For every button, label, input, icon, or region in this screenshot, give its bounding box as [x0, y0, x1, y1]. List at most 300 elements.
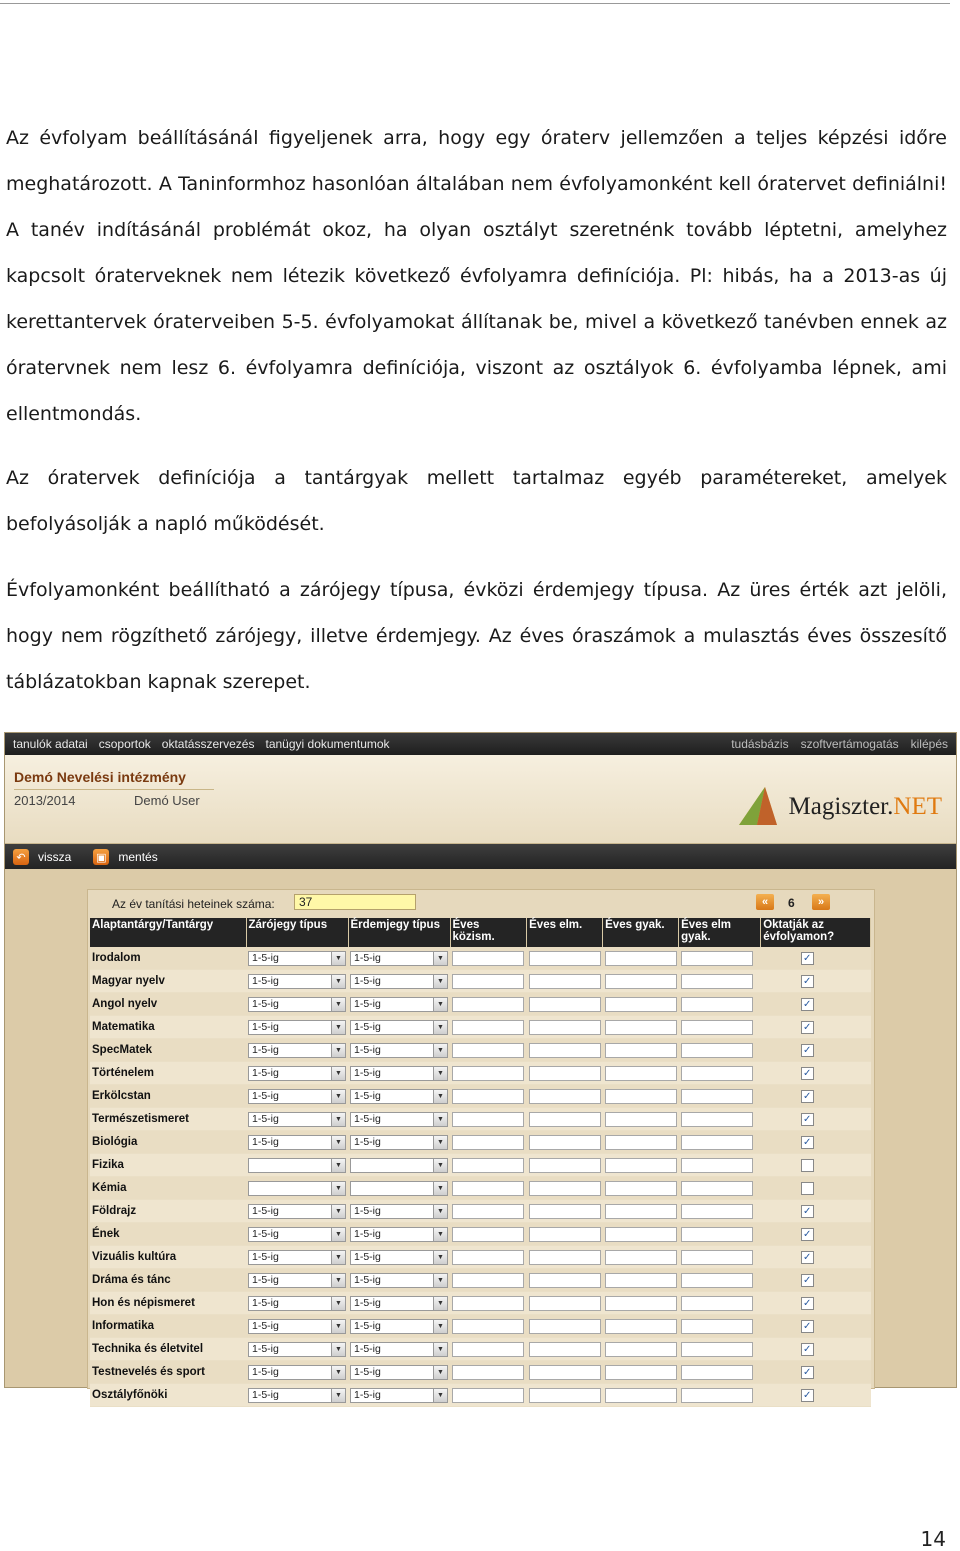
annual-hours-input[interactable] — [529, 1158, 601, 1173]
dropdown-arrow-icon: ▼ — [433, 1320, 447, 1333]
annual-hours-input[interactable] — [681, 1204, 753, 1219]
weeks-row — [88, 890, 874, 916]
mark-type-select[interactable] — [350, 1250, 448, 1265]
top-nav-item[interactable]: csoportok — [98, 737, 151, 751]
hours-cell — [603, 1384, 679, 1407]
annual-hours-input[interactable] — [452, 1273, 524, 1288]
hours-cell — [603, 1177, 679, 1200]
hours-cell — [450, 1154, 527, 1177]
annual-hours-input[interactable] — [681, 1158, 753, 1173]
annual-hours-input[interactable] — [681, 1066, 753, 1081]
dropdown-arrow-icon: ▼ — [331, 1366, 345, 1379]
hours-cell — [679, 970, 761, 993]
annual-hours-input[interactable] — [529, 1342, 601, 1357]
content-area — [5, 869, 956, 1401]
dropdown-arrow-icon: ▼ — [331, 1228, 345, 1241]
select-cell — [246, 1016, 348, 1039]
dropdown-arrow-icon: ▼ — [331, 1136, 345, 1149]
final-grade-type-select[interactable] — [248, 1089, 346, 1104]
hours-cell — [603, 1108, 679, 1131]
table-row — [90, 993, 871, 1016]
annual-hours-input[interactable] — [681, 1388, 753, 1403]
hours-cell — [679, 1016, 761, 1039]
annual-hours-input[interactable] — [452, 1342, 524, 1357]
annual-hours-input[interactable] — [681, 1135, 753, 1150]
taught-cell — [761, 970, 871, 993]
annual-hours-input[interactable] — [681, 1227, 753, 1242]
hours-cell — [603, 1016, 679, 1039]
hours-cell — [527, 1269, 603, 1292]
mark-type-select[interactable] — [350, 1020, 448, 1035]
mark-type-select[interactable] — [350, 951, 448, 966]
final-grade-type-select[interactable] — [248, 1181, 346, 1196]
taught-cell — [761, 1085, 871, 1108]
annual-hours-input[interactable] — [681, 997, 753, 1012]
annual-hours-input[interactable] — [605, 1066, 677, 1081]
dropdown-arrow-icon: ▼ — [433, 1343, 447, 1356]
mark-type-select[interactable] — [350, 1112, 448, 1127]
table-row — [90, 1085, 871, 1108]
select-cell — [246, 1154, 348, 1177]
hours-cell — [450, 1016, 527, 1039]
annual-hours-input[interactable] — [452, 1319, 524, 1334]
subject-name: Fizika — [90, 1154, 246, 1177]
dropdown-arrow-icon: ▼ — [433, 1205, 447, 1218]
final-grade-type-select[interactable] — [248, 1227, 346, 1242]
taught-checkbox[interactable]: ✓ — [801, 1389, 814, 1402]
dropdown-arrow-icon: ▼ — [433, 1044, 447, 1057]
select-cell — [348, 947, 450, 970]
taught-cell — [761, 1223, 871, 1246]
annual-hours-input[interactable] — [452, 974, 524, 989]
dropdown-arrow-icon: ▼ — [433, 1228, 447, 1241]
next-grade-button[interactable] — [812, 894, 830, 910]
taught-checkbox[interactable]: ✓ — [801, 1021, 814, 1034]
taught-cell — [761, 1154, 871, 1177]
annual-hours-input[interactable] — [529, 1319, 601, 1334]
select-value: 1-5-ig — [354, 1251, 381, 1263]
table-row — [90, 970, 871, 993]
dropdown-arrow-icon: ▼ — [331, 1182, 345, 1195]
taught-checkbox[interactable] — [801, 1182, 814, 1195]
taught-checkbox[interactable]: ✓ — [801, 1251, 814, 1264]
dropdown-arrow-icon: ▼ — [331, 952, 345, 965]
annual-hours-input[interactable] — [605, 1089, 677, 1104]
annual-hours-input[interactable] — [452, 1066, 524, 1081]
annual-hours-input[interactable] — [605, 1296, 677, 1311]
curriculum-panel — [87, 889, 875, 1401]
annual-hours-input[interactable] — [605, 1135, 677, 1150]
hours-cell — [679, 1131, 761, 1154]
previous-grade-button[interactable] — [756, 894, 774, 910]
final-grade-type-select[interactable] — [248, 997, 346, 1012]
column-header: Alaptantárgy/Tantárgy — [90, 918, 246, 947]
dropdown-arrow-icon: ▼ — [433, 1389, 447, 1402]
subject-name: Természetismeret — [90, 1108, 246, 1131]
final-grade-type-select[interactable] — [248, 1296, 346, 1311]
select-value: 1-5-ig — [252, 1090, 279, 1102]
hours-cell — [603, 1292, 679, 1315]
grade-number: 6 — [788, 896, 795, 910]
hours-cell — [679, 1292, 761, 1315]
mark-type-select[interactable] — [350, 1158, 448, 1173]
annual-hours-input[interactable] — [452, 1112, 524, 1127]
select-cell — [246, 1039, 348, 1062]
dropdown-arrow-icon: ▼ — [331, 1067, 345, 1080]
select-value: 1-5-ig — [354, 952, 381, 964]
final-grade-type-select[interactable] — [248, 974, 346, 989]
annual-hours-input[interactable] — [452, 1204, 524, 1219]
column-header: Érdemjegy típus — [348, 918, 450, 947]
hours-cell — [527, 1039, 603, 1062]
annual-hours-input[interactable] — [681, 1112, 753, 1127]
annual-hours-input[interactable] — [605, 1227, 677, 1242]
annual-hours-input[interactable] — [681, 1020, 753, 1035]
hours-cell — [527, 1131, 603, 1154]
taught-checkbox[interactable]: ✓ — [801, 952, 814, 965]
annual-hours-input[interactable] — [681, 1296, 753, 1311]
hours-cell — [679, 1154, 761, 1177]
hours-cell — [603, 1062, 679, 1085]
select-cell — [348, 1039, 450, 1062]
final-grade-type-select[interactable] — [248, 1365, 346, 1380]
top-nav-link[interactable]: tudásbázis — [731, 737, 789, 751]
mark-type-select[interactable] — [350, 1388, 448, 1403]
annual-hours-input[interactable] — [452, 1020, 524, 1035]
annual-hours-input[interactable] — [529, 1365, 601, 1380]
annual-hours-input[interactable] — [452, 1250, 524, 1265]
table-row — [90, 1108, 871, 1131]
final-grade-type-select[interactable] — [248, 1388, 346, 1403]
select-value: 1-5-ig — [252, 1389, 279, 1401]
annual-hours-input[interactable] — [452, 1181, 524, 1196]
annual-hours-input[interactable] — [605, 951, 677, 966]
taught-checkbox[interactable]: ✓ — [801, 975, 814, 988]
annual-hours-input[interactable] — [529, 974, 601, 989]
annual-hours-input[interactable] — [681, 1342, 753, 1357]
annual-hours-input[interactable] — [529, 1250, 601, 1265]
annual-hours-input[interactable] — [529, 1066, 601, 1081]
annual-hours-input[interactable] — [529, 1388, 601, 1403]
annual-hours-input[interactable] — [605, 974, 677, 989]
final-grade-type-select[interactable] — [248, 1342, 346, 1357]
select-cell — [246, 970, 348, 993]
annual-hours-input[interactable] — [605, 1388, 677, 1403]
mark-type-select[interactable] — [350, 1227, 448, 1242]
select-cell — [246, 1131, 348, 1154]
mark-type-select[interactable] — [350, 1342, 448, 1357]
hours-cell — [450, 1269, 527, 1292]
dropdown-arrow-icon: ▼ — [433, 975, 447, 988]
subject-name: Irodalom — [90, 947, 246, 970]
select-value: 1-5-ig — [252, 1044, 279, 1056]
annual-hours-input[interactable] — [452, 951, 524, 966]
taught-cell — [761, 1246, 871, 1269]
top-rule — [0, 3, 950, 4]
annual-hours-input[interactable] — [681, 1089, 753, 1104]
final-grade-type-select[interactable] — [248, 1319, 346, 1334]
subject-name: Földrajz — [90, 1200, 246, 1223]
hours-cell — [527, 1315, 603, 1338]
table-row — [90, 1246, 871, 1269]
subject-name: Történelem — [90, 1062, 246, 1085]
taught-cell — [761, 1338, 871, 1361]
hours-cell — [679, 1223, 761, 1246]
hours-cell — [450, 1338, 527, 1361]
annual-hours-input[interactable] — [605, 1204, 677, 1219]
subject-name: Magyar nyelv — [90, 970, 246, 993]
top-nav-link[interactable]: kilépés — [910, 737, 948, 751]
mark-type-select[interactable] — [350, 1204, 448, 1219]
final-grade-type-select[interactable] — [248, 1066, 346, 1081]
dropdown-arrow-icon: ▼ — [433, 1159, 447, 1172]
final-grade-type-select[interactable] — [248, 1204, 346, 1219]
final-grade-type-select[interactable] — [248, 951, 346, 966]
annual-hours-input[interactable] — [605, 1365, 677, 1380]
annual-hours-input[interactable] — [605, 1319, 677, 1334]
hours-cell — [679, 947, 761, 970]
select-cell — [348, 1154, 450, 1177]
annual-hours-input[interactable] — [605, 1158, 677, 1173]
annual-hours-input[interactable] — [681, 1365, 753, 1380]
final-grade-type-select[interactable] — [248, 1043, 346, 1058]
back-button[interactable] — [13, 849, 71, 865]
app-screenshot — [4, 732, 957, 1401]
taught-cell — [761, 993, 871, 1016]
dropdown-arrow-icon: ▼ — [433, 998, 447, 1011]
hours-cell — [603, 1361, 679, 1384]
annual-hours-input[interactable] — [452, 1135, 524, 1150]
top-nav-item[interactable]: oktatásszervezés — [161, 737, 255, 751]
subject-name: Osztályfőnöki — [90, 1384, 246, 1407]
weeks-label: Az év tanítási heteinek száma: — [112, 897, 275, 911]
annual-hours-input[interactable] — [452, 1388, 524, 1403]
logo-text — [789, 793, 942, 821]
user-name: Demó User — [134, 793, 200, 808]
taught-cell — [761, 1016, 871, 1039]
taught-checkbox[interactable]: ✓ — [801, 1205, 814, 1218]
dropdown-arrow-icon: ▼ — [433, 1251, 447, 1264]
hours-cell — [450, 1039, 527, 1062]
hours-cell — [679, 1062, 761, 1085]
hours-cell — [527, 1177, 603, 1200]
annual-hours-input[interactable] — [681, 1273, 753, 1288]
hours-cell — [603, 1131, 679, 1154]
hours-cell — [450, 1246, 527, 1269]
select-value: 1-5-ig — [354, 1021, 381, 1033]
select-value: 1-5-ig — [354, 1067, 381, 1079]
hours-cell — [450, 1315, 527, 1338]
annual-hours-input[interactable] — [452, 997, 524, 1012]
select-value: 1-5-ig — [252, 1113, 279, 1125]
column-header: Oktatják az évfolyamon? — [761, 918, 871, 947]
annual-hours-input[interactable] — [605, 1043, 677, 1058]
annual-hours-input[interactable] — [452, 1227, 524, 1242]
annual-hours-input[interactable] — [452, 1043, 524, 1058]
select-value: 1-5-ig — [354, 998, 381, 1010]
mark-type-select[interactable] — [350, 1181, 448, 1196]
annual-hours-input[interactable] — [681, 974, 753, 989]
taught-checkbox[interactable]: ✓ — [801, 1136, 814, 1149]
top-nav-item[interactable]: tanulók adatai — [13, 737, 88, 751]
select-value: 1-5-ig — [354, 1274, 381, 1286]
annual-hours-input[interactable] — [529, 1273, 601, 1288]
select-value: 1-5-ig — [252, 1274, 279, 1286]
hours-cell — [527, 993, 603, 1016]
hours-cell — [679, 1315, 761, 1338]
annual-hours-input[interactable] — [605, 1112, 677, 1127]
select-value: 1-5-ig — [354, 1389, 381, 1401]
mark-type-select[interactable] — [350, 1365, 448, 1380]
annual-hours-input[interactable] — [681, 1250, 753, 1265]
subject-name: Matematika — [90, 1016, 246, 1039]
mark-type-select[interactable] — [350, 1089, 448, 1104]
hours-cell — [527, 1246, 603, 1269]
select-cell — [246, 1177, 348, 1200]
select-cell — [246, 1361, 348, 1384]
hours-cell — [450, 1223, 527, 1246]
annual-hours-input[interactable] — [529, 1089, 601, 1104]
final-grade-type-select[interactable] — [248, 1135, 346, 1150]
final-grade-type-select[interactable] — [248, 1250, 346, 1265]
select-value: 1-5-ig — [354, 1205, 381, 1217]
annual-hours-input[interactable] — [529, 1112, 601, 1127]
taught-checkbox[interactable]: ✓ — [801, 1067, 814, 1080]
taught-checkbox[interactable]: ✓ — [801, 998, 814, 1011]
final-grade-type-select[interactable] — [248, 1020, 346, 1035]
taught-checkbox[interactable]: ✓ — [801, 1274, 814, 1287]
taught-checkbox[interactable]: ✓ — [801, 1090, 814, 1103]
mark-type-select[interactable] — [350, 974, 448, 989]
annual-hours-input[interactable] — [529, 1135, 601, 1150]
save-button[interactable] — [93, 849, 157, 865]
page-number: 14 — [920, 1527, 946, 1551]
mark-type-select[interactable] — [350, 1066, 448, 1081]
subject-name: SpecMatek — [90, 1039, 246, 1062]
annual-hours-input[interactable] — [681, 1319, 753, 1334]
dropdown-arrow-icon: ▼ — [331, 1343, 345, 1356]
weeks-input[interactable] — [294, 894, 416, 910]
annual-hours-input[interactable] — [452, 1365, 524, 1380]
dropdown-arrow-icon: ▼ — [331, 998, 345, 1011]
table-row — [90, 1016, 871, 1039]
dropdown-arrow-icon: ▼ — [331, 1297, 345, 1310]
select-cell — [348, 1177, 450, 1200]
taught-checkbox[interactable]: ✓ — [801, 1343, 814, 1356]
select-value: 1-5-ig — [354, 1228, 381, 1240]
annual-hours-input[interactable] — [529, 1296, 601, 1311]
hours-cell — [603, 970, 679, 993]
hours-cell — [679, 1384, 761, 1407]
taught-cell — [761, 1108, 871, 1131]
hours-cell — [603, 1223, 679, 1246]
annual-hours-input[interactable] — [605, 997, 677, 1012]
table-row — [90, 1177, 871, 1200]
top-nav-link[interactable]: szoftvertámogatás — [800, 737, 899, 751]
mark-type-select[interactable] — [350, 1135, 448, 1150]
annual-hours-input[interactable] — [529, 1227, 601, 1242]
annual-hours-input[interactable] — [529, 1043, 601, 1058]
hours-cell — [450, 947, 527, 970]
table-row — [90, 1292, 871, 1315]
hours-cell — [603, 1315, 679, 1338]
hours-cell — [679, 1177, 761, 1200]
annual-hours-input[interactable] — [681, 951, 753, 966]
hours-cell — [603, 1246, 679, 1269]
select-cell — [348, 993, 450, 1016]
annual-hours-input[interactable] — [529, 997, 601, 1012]
annual-hours-input[interactable] — [452, 1089, 524, 1104]
final-grade-type-select[interactable] — [248, 1273, 346, 1288]
annual-hours-input[interactable] — [452, 1158, 524, 1173]
annual-hours-input[interactable] — [605, 1250, 677, 1265]
table-row — [90, 1384, 871, 1407]
hours-cell — [527, 1338, 603, 1361]
annual-hours-input[interactable] — [529, 951, 601, 966]
taught-checkbox[interactable]: ✓ — [801, 1366, 814, 1379]
annual-hours-input[interactable] — [529, 1204, 601, 1219]
annual-hours-input[interactable] — [605, 1020, 677, 1035]
taught-checkbox[interactable]: ✓ — [801, 1320, 814, 1333]
annual-hours-input[interactable] — [529, 1181, 601, 1196]
annual-hours-input[interactable] — [605, 1273, 677, 1288]
annual-hours-input[interactable] — [605, 1181, 677, 1196]
taught-cell — [761, 1384, 871, 1407]
select-value: 1-5-ig — [252, 975, 279, 987]
dropdown-arrow-icon: ▼ — [331, 1205, 345, 1218]
magiszter-logo — [735, 785, 942, 829]
mark-type-select[interactable] — [350, 1296, 448, 1311]
hours-cell — [603, 1200, 679, 1223]
hours-cell — [450, 1177, 527, 1200]
final-grade-type-select[interactable] — [248, 1158, 346, 1173]
dropdown-arrow-icon: ▼ — [433, 1297, 447, 1310]
double-chevron-right-icon: » — [817, 896, 825, 908]
taught-checkbox[interactable]: ✓ — [801, 1228, 814, 1241]
taught-checkbox[interactable]: ✓ — [801, 1044, 814, 1057]
dropdown-arrow-icon: ▼ — [331, 1389, 345, 1402]
header-divider — [14, 789, 214, 790]
annual-hours-input[interactable] — [529, 1020, 601, 1035]
annual-hours-input[interactable] — [452, 1296, 524, 1311]
top-nav-right — [719, 737, 948, 751]
annual-hours-input[interactable] — [605, 1342, 677, 1357]
subject-name: Kémia — [90, 1177, 246, 1200]
select-value: 1-5-ig — [252, 1021, 279, 1033]
top-nav-item[interactable]: tanügyi dokumentumok — [265, 737, 390, 751]
hours-cell — [527, 1062, 603, 1085]
mark-type-select[interactable] — [350, 997, 448, 1012]
select-cell — [348, 1062, 450, 1085]
dropdown-arrow-icon: ▼ — [433, 1182, 447, 1195]
hours-cell — [679, 1200, 761, 1223]
taught-checkbox[interactable]: ✓ — [801, 1297, 814, 1310]
select-cell — [246, 1292, 348, 1315]
annual-hours-input[interactable] — [681, 1181, 753, 1196]
hours-cell — [603, 1039, 679, 1062]
subject-name: Dráma és tánc — [90, 1269, 246, 1292]
taught-checkbox[interactable]: ✓ — [801, 1113, 814, 1126]
subject-name: Vizuális kultúra — [90, 1246, 246, 1269]
mark-type-select[interactable] — [350, 1043, 448, 1058]
annual-hours-input[interactable] — [681, 1043, 753, 1058]
subject-name: Biológia — [90, 1131, 246, 1154]
mark-type-select[interactable] — [350, 1319, 448, 1334]
mark-type-select[interactable] — [350, 1273, 448, 1288]
final-grade-type-select[interactable] — [248, 1112, 346, 1127]
select-cell — [348, 1315, 450, 1338]
taught-checkbox[interactable] — [801, 1159, 814, 1172]
